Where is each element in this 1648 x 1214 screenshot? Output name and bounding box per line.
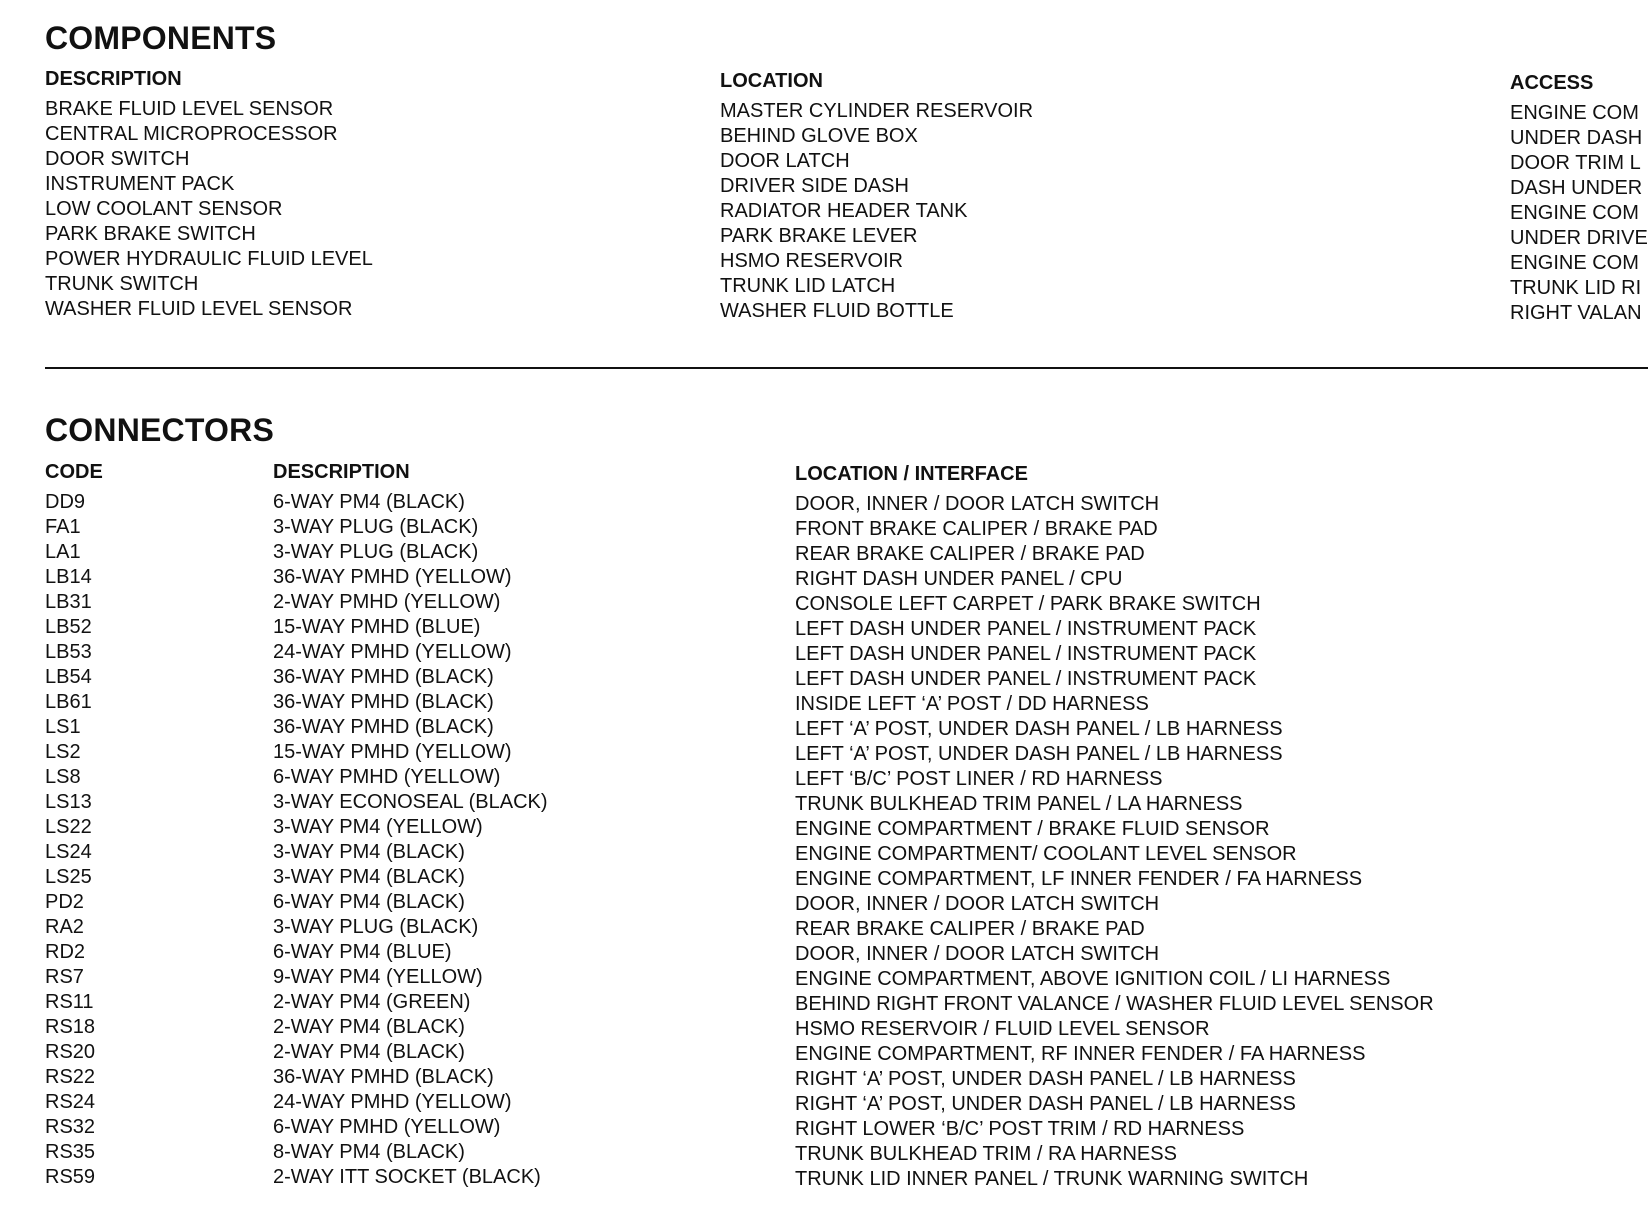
connector-location: DOOR, INNER / DOOR LATCH SWITCH xyxy=(795,493,1160,515)
component-description: CENTRAL MICROPROCESSOR xyxy=(45,123,338,145)
component-location: WASHER FLUID BOTTLE xyxy=(720,300,954,322)
component-access: ENGINE COM xyxy=(1510,252,1639,274)
connectors-header-location: LOCATION / INTERFACE xyxy=(795,463,1028,485)
components-header-access: ACCESS xyxy=(1510,72,1594,94)
connectors-title: CONNECTORS xyxy=(45,412,274,448)
connector-description: 36-WAY PMHD (BLACK) xyxy=(273,691,494,713)
connectors-description-column xyxy=(273,490,548,1190)
connector-description: 36-WAY PMHD (BLACK) xyxy=(273,716,494,738)
components-access-column xyxy=(1510,101,1648,326)
connector-description: 15-WAY PMHD (BLUE) xyxy=(273,616,481,638)
component-location: MASTER CYLINDER RESERVOIR xyxy=(720,100,1034,122)
connector-code: RA2 xyxy=(45,916,84,938)
connector-location: LEFT DASH UNDER PANEL / INSTRUMENT PACK xyxy=(795,668,1257,690)
connector-location: CONSOLE LEFT CARPET / PARK BRAKE SWITCH xyxy=(795,593,1261,615)
component-description: INSTRUMENT PACK xyxy=(45,173,235,195)
component-location: PARK BRAKE LEVER xyxy=(720,225,918,247)
connector-description: 3-WAY PM4 (BLACK) xyxy=(273,866,465,888)
connector-code: RS59 xyxy=(45,1166,96,1188)
connector-code: RS7 xyxy=(45,966,84,988)
connector-location: LEFT ‘B/C’ POST LINER / RD HARNESS xyxy=(795,768,1163,790)
connector-code: LB53 xyxy=(45,641,92,663)
connectors-location-column xyxy=(795,492,1434,1192)
connector-location: ENGINE COMPARTMENT, RF INNER FENDER / FA HARNESS xyxy=(795,1043,1366,1065)
connector-location: ENGINE COMPARTMENT/ COOLANT LEVEL SENSOR xyxy=(795,843,1297,865)
component-access: ENGINE COM xyxy=(1510,102,1639,124)
connector-description: 36-WAY PMHD (YELLOW) xyxy=(273,566,512,588)
component-location: RADIATOR HEADER TANK xyxy=(720,200,968,222)
connector-description: 2-WAY ITT SOCKET (BLACK) xyxy=(273,1166,541,1188)
component-description: TRUNK SWITCH xyxy=(45,273,199,295)
component-location: HSMO RESERVOIR xyxy=(720,250,903,272)
connector-description: 8-WAY PM4 (BLACK) xyxy=(273,1141,465,1163)
connector-location: ENGINE COMPARTMENT / BRAKE FLUID SENSOR xyxy=(795,818,1270,840)
connector-code: LB14 xyxy=(45,566,92,588)
connector-description: 3-WAY ECONOSEAL (BLACK) xyxy=(273,791,548,813)
connector-code: RS22 xyxy=(45,1066,96,1088)
connector-code: RS32 xyxy=(45,1116,96,1138)
component-access: DASH UNDER xyxy=(1510,177,1643,199)
components-title: COMPONENTS xyxy=(45,20,277,56)
components-description-column xyxy=(45,97,373,322)
connector-description: 6-WAY PMHD (YELLOW) xyxy=(273,766,501,788)
connector-location: BEHIND RIGHT FRONT VALANCE / WASHER FLUID LEVEL SENSOR xyxy=(795,993,1434,1015)
connector-description: 3-WAY PLUG (BLACK) xyxy=(273,516,479,538)
component-description: POWER HYDRAULIC FLUID LEVEL xyxy=(45,248,373,270)
connector-description: 3-WAY PM4 (BLACK) xyxy=(273,841,465,863)
connector-location: INSIDE LEFT ‘A’ POST / DD HARNESS xyxy=(795,693,1149,715)
connector-description: 36-WAY PMHD (BLACK) xyxy=(273,1066,494,1088)
connector-location: TRUNK LID INNER PANEL / TRUNK WARNING SWITCH xyxy=(795,1168,1309,1190)
connectors-header-description: DESCRIPTION xyxy=(273,461,410,483)
connector-location: RIGHT DASH UNDER PANEL / CPU xyxy=(795,568,1123,590)
connector-code: DD9 xyxy=(45,491,86,513)
connector-location: DOOR, INNER / DOOR LATCH SWITCH xyxy=(795,893,1160,915)
connector-code: LA1 xyxy=(45,541,81,563)
connector-description: 6-WAY PM4 (BLUE) xyxy=(273,941,452,963)
connector-location: LEFT DASH UNDER PANEL / INSTRUMENT PACK xyxy=(795,643,1257,665)
connector-description: 2-WAY PM4 (GREEN) xyxy=(273,991,471,1013)
connector-location: REAR BRAKE CALIPER / BRAKE PAD xyxy=(795,918,1145,940)
connector-location: ENGINE COMPARTMENT, LF INNER FENDER / FA HARNESS xyxy=(795,868,1363,890)
connector-code: LS13 xyxy=(45,791,92,813)
connector-code: RS20 xyxy=(45,1041,96,1063)
connector-description: 15-WAY PMHD (YELLOW) xyxy=(273,741,512,763)
connector-description: 6-WAY PMHD (YELLOW) xyxy=(273,1116,501,1138)
connector-code: LB31 xyxy=(45,591,92,613)
connector-description: 3-WAY PLUG (BLACK) xyxy=(273,916,479,938)
component-location: DRIVER SIDE DASH xyxy=(720,175,909,197)
connectors-code-column xyxy=(45,490,95,1190)
connector-code: PD2 xyxy=(45,891,84,913)
components-header-location: LOCATION xyxy=(720,70,823,92)
connector-description: 6-WAY PM4 (BLACK) xyxy=(273,891,465,913)
components-header-description: DESCRIPTION xyxy=(45,68,182,90)
component-description: PARK BRAKE SWITCH xyxy=(45,223,256,245)
connector-code: LB52 xyxy=(45,616,92,638)
connector-location: FRONT BRAKE CALIPER / BRAKE PAD xyxy=(795,518,1158,540)
connector-code: RS35 xyxy=(45,1141,96,1163)
component-access: UNDER DASH xyxy=(1510,127,1643,149)
connector-description: 24-WAY PMHD (YELLOW) xyxy=(273,641,512,663)
connector-code: LB61 xyxy=(45,691,92,713)
connector-location: LEFT ‘A’ POST, UNDER DASH PANEL / LB HARNESS xyxy=(795,718,1283,740)
component-location: BEHIND GLOVE BOX xyxy=(720,125,918,147)
connector-location: TRUNK BULKHEAD TRIM PANEL / LA HARNESS xyxy=(795,793,1243,815)
connector-location: REAR BRAKE CALIPER / BRAKE PAD xyxy=(795,543,1145,565)
component-access: DOOR TRIM L xyxy=(1510,152,1641,174)
component-access: UNDER DRIVE xyxy=(1510,227,1648,249)
component-description: DOOR SWITCH xyxy=(45,148,190,170)
connector-description: 2-WAY PM4 (BLACK) xyxy=(273,1016,465,1038)
connector-code: LS2 xyxy=(45,741,81,763)
connector-location: RIGHT ‘A’ POST, UNDER DASH PANEL / LB HARNESS xyxy=(795,1068,1296,1090)
connector-code: LS24 xyxy=(45,841,92,863)
component-access: TRUNK LID RI xyxy=(1510,277,1642,299)
component-description: BRAKE FLUID LEVEL SENSOR xyxy=(45,98,334,120)
component-access: ENGINE COM xyxy=(1510,202,1639,224)
connector-code: RS24 xyxy=(45,1091,96,1113)
connector-code: LS1 xyxy=(45,716,81,738)
connector-code: LB54 xyxy=(45,666,92,688)
connector-location: RIGHT ‘A’ POST, UNDER DASH PANEL / LB HARNESS xyxy=(795,1093,1296,1115)
component-location: TRUNK LID LATCH xyxy=(720,275,896,297)
connector-description: 2-WAY PM4 (BLACK) xyxy=(273,1041,465,1063)
connector-code: RS18 xyxy=(45,1016,96,1038)
connectors-header-code: CODE xyxy=(45,461,103,483)
connector-location: DOOR, INNER / DOOR LATCH SWITCH xyxy=(795,943,1160,965)
connector-description: 3-WAY PM4 (YELLOW) xyxy=(273,816,483,838)
connector-location: HSMO RESERVOIR / FLUID LEVEL SENSOR xyxy=(795,1018,1210,1040)
connector-location: LEFT DASH UNDER PANEL / INSTRUMENT PACK xyxy=(795,618,1257,640)
connector-description: 3-WAY PLUG (BLACK) xyxy=(273,541,479,563)
connector-description: 9-WAY PM4 (YELLOW) xyxy=(273,966,483,988)
connector-code: LS8 xyxy=(45,766,81,788)
component-description: LOW COOLANT SENSOR xyxy=(45,198,283,220)
connector-description: 6-WAY PM4 (BLACK) xyxy=(273,491,465,513)
connector-description: 24-WAY PMHD (YELLOW) xyxy=(273,1091,512,1113)
components-location-column xyxy=(720,99,1033,324)
component-description: WASHER FLUID LEVEL SENSOR xyxy=(45,298,353,320)
connector-code: FA1 xyxy=(45,516,81,538)
component-location: DOOR LATCH xyxy=(720,150,850,172)
connector-location: ENGINE COMPARTMENT, ABOVE IGNITION COIL / LI HARNESS xyxy=(795,968,1391,990)
connector-location: RIGHT LOWER ‘B/C’ POST TRIM / RD HARNESS xyxy=(795,1118,1245,1140)
connector-code: RS11 xyxy=(45,991,94,1013)
section-divider xyxy=(45,367,1648,369)
connector-location: TRUNK BULKHEAD TRIM / RA HARNESS xyxy=(795,1143,1177,1165)
connector-code: LS25 xyxy=(45,866,92,888)
connector-description: 2-WAY PMHD (YELLOW) xyxy=(273,591,501,613)
connector-location: LEFT ‘A’ POST, UNDER DASH PANEL / LB HARNESS xyxy=(795,743,1283,765)
connector-code: RD2 xyxy=(45,941,86,963)
connector-description: 36-WAY PMHD (BLACK) xyxy=(273,666,494,688)
connector-code: LS22 xyxy=(45,816,92,838)
component-access: RIGHT VALAN xyxy=(1510,302,1642,324)
